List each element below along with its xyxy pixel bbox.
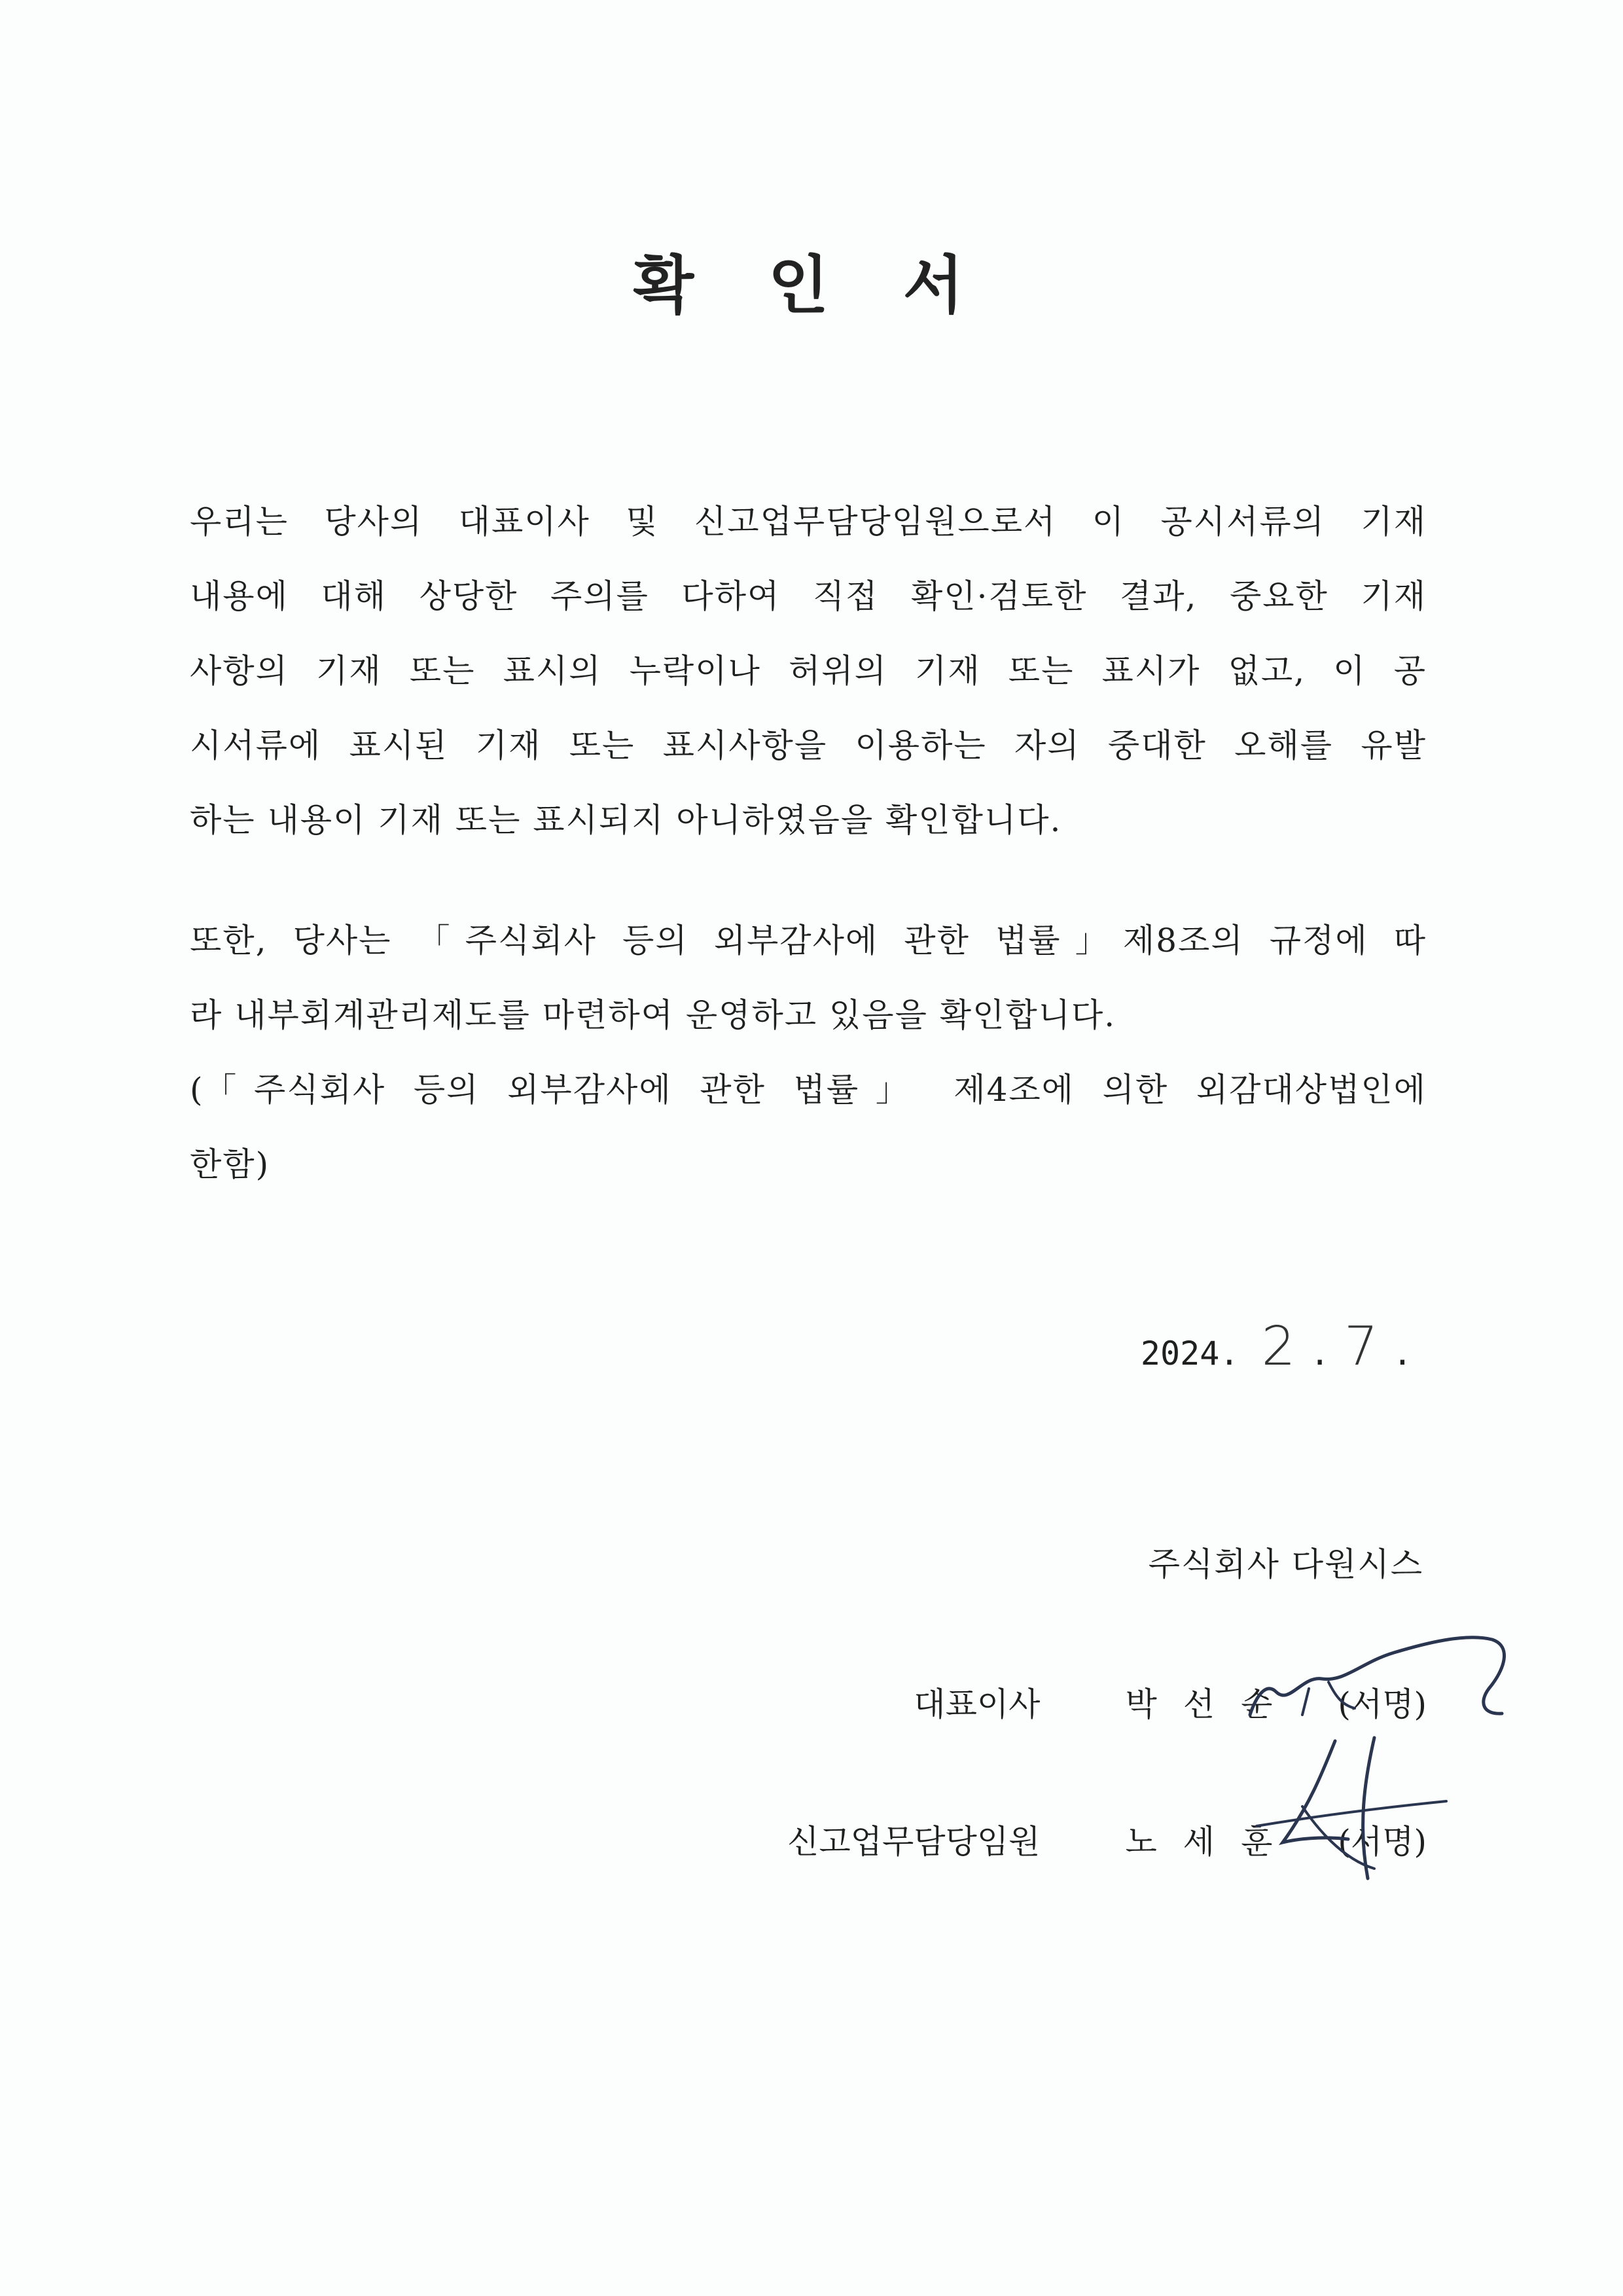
paragraph-line: 한함) xyxy=(190,1145,270,1183)
paragraph-line: 또한, 당사는 「주식회사 등의 외부감사에 관한 법률」제8조의 규정에 따 xyxy=(190,922,1427,960)
confirmation-paragraph xyxy=(190,484,1427,857)
document-title: 확 인 서 xyxy=(633,249,990,322)
paragraph-line: 내용에 대해 상당한 주의를 다하여 직접 확인·검토한 결과, 중요한 기재 xyxy=(190,577,1427,615)
paragraph-line: 시서류에 표시된 기재 또는 표시사항을 이용하는 자의 중대한 오해를 유발 xyxy=(190,726,1427,764)
paragraph-line: 하는 내용이 기재 또는 표시되지 아니하였음을 확인합니다. xyxy=(190,801,1062,839)
signature-label: (서명) xyxy=(1338,1823,1427,1861)
paragraph-line: 라 내부회계관리제도를 마련하여 운영하고 있음을 확인합니다. xyxy=(190,996,1116,1034)
date-separator: . xyxy=(1310,1335,1330,1372)
signature-label: (서명) xyxy=(1338,1685,1427,1723)
date-year: 2024. xyxy=(1140,1335,1240,1372)
company-name: 주식회사 다원시스 xyxy=(1148,1545,1423,1583)
date-month-handwritten: 2 xyxy=(1261,1316,1296,1378)
date-day-handwritten: 7 xyxy=(1344,1316,1378,1378)
internal-control-paragraph xyxy=(190,903,1427,1202)
paragraph-line: 사항의 기재 또는 표시의 누락이나 허위의 기재 또는 표시가 없고, 이 공 xyxy=(190,652,1427,690)
signatory-role: 대표이사 xyxy=(914,1685,1041,1723)
date-separator: . xyxy=(1392,1335,1412,1372)
signatory-disclosure-officer xyxy=(787,1813,1427,1865)
signatory-name: 박선순 xyxy=(1125,1685,1299,1723)
paragraph-line: (「주식회사 등의 외부감사에 관한 법률」 제4조에 의한 외감대상법인에 xyxy=(190,1071,1427,1109)
signatory-name: 노세훈 xyxy=(1125,1823,1299,1861)
paragraph-line: 우리는 당사의 대표이사 및 신고업무담당임원으로서 이 공시서류의 기재 xyxy=(190,503,1427,541)
signatory-role: 신고업무담당임원 xyxy=(787,1823,1041,1861)
signatory-ceo xyxy=(914,1676,1427,1728)
document-date xyxy=(1141,1316,1427,1378)
